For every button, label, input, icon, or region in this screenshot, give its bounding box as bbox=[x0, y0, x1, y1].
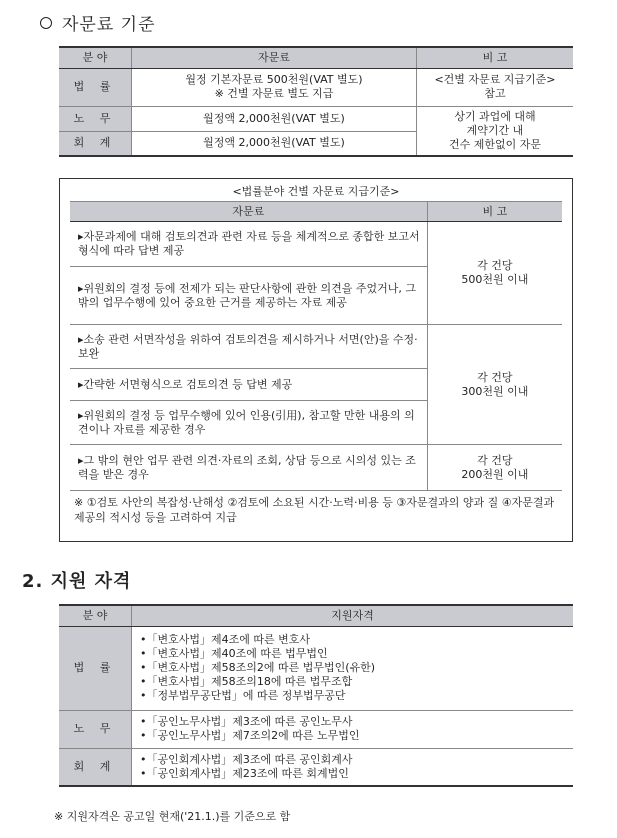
fee-line: 300천원 이내 bbox=[461, 384, 529, 398]
fee-cell bbox=[427, 445, 562, 491]
category-cell: 법 률 bbox=[59, 626, 132, 710]
eligibility-list bbox=[132, 710, 574, 748]
table-row bbox=[59, 106, 573, 131]
header-note: 비 고 bbox=[427, 202, 562, 222]
header-note: 비 고 bbox=[417, 47, 574, 68]
table-header-row bbox=[59, 47, 573, 68]
fee-line: 500천원 이내 bbox=[461, 273, 529, 286]
table-row bbox=[59, 710, 573, 748]
table-row bbox=[70, 222, 562, 267]
list-item: •「공인회계사법」제3조에 따른 공인회계사 bbox=[140, 752, 353, 766]
per-case-fee-box bbox=[59, 178, 573, 542]
table-row bbox=[59, 748, 573, 786]
fee-cell: 월정액 2,000천원(VAT 별도) bbox=[132, 106, 417, 131]
note-cell bbox=[417, 68, 574, 106]
fee-line: 월정 기본자문료 500천원(VAT 별도) bbox=[185, 73, 363, 86]
category-cell: 법 률 bbox=[59, 68, 132, 106]
criteria-cell: ▸소송 관련 서면작성을 위하여 검토의견을 제시하거나 서면(안)을 수정·보완 bbox=[70, 325, 427, 369]
note-line: 건수 제한없이 자문 bbox=[448, 137, 541, 151]
eligibility-table bbox=[59, 604, 573, 787]
fee-line: 각 건당 bbox=[477, 259, 513, 272]
list-item: •「변호사법」제58조의2에 따른 법무법인(유한) bbox=[140, 661, 376, 674]
circle-bullet-icon bbox=[40, 17, 52, 29]
criteria-cell: ▸위원회의 결정 등 업무수행에 있어 인용(引用), 참고할 만한 내용의 의견이나 자료를 제공한 경우 bbox=[70, 401, 427, 445]
eligibility-list bbox=[132, 748, 574, 786]
table-header-row bbox=[59, 605, 573, 626]
table-row bbox=[70, 445, 562, 491]
eligibility-list bbox=[132, 626, 574, 710]
section-title bbox=[40, 10, 156, 35]
note-line: <건별 자문료 지급기준> bbox=[434, 73, 556, 86]
note-line: 상기 과업에 대해 bbox=[454, 109, 536, 123]
fee-line: 200천원 이내 bbox=[461, 467, 529, 481]
criteria-cell: ▸간략한 서면형식으로 검토의견 등 답변 제공 bbox=[70, 369, 427, 401]
shared-note-cell bbox=[417, 106, 574, 156]
note-line: 계약기간 내 bbox=[466, 123, 524, 137]
list-item: •「정부법무공단법」에 따른 정부법무공단 bbox=[140, 689, 346, 702]
criteria-cell: ▸그 밖의 현안 업무 관련 의견·자료의 조회, 상담 등으로 시의성 있는 조력을 받은 경우 bbox=[70, 445, 427, 491]
list-item: •「변호사법」제58조의18에 따른 법무조합 bbox=[140, 675, 353, 688]
box-note: ※ ①검토 사안의 복잡성·난해성 ②검토에 소요된 시간·노력·비용 등 ③자문결과의 양과 질 ④자문결과 제공의 적시성 등을 고려하여 지급 bbox=[74, 496, 555, 524]
criteria-cell: ▸자문과제에 대해 검토의견과 관련 자료 등을 체계적으로 종합한 보고서 형식에 따라 답변 제공 bbox=[70, 222, 427, 267]
table-row bbox=[59, 68, 573, 106]
list-item: •「공인노무사법」제7조의2에 따른 노무법인 bbox=[140, 729, 360, 742]
header-eligibility: 지원자격 bbox=[132, 605, 574, 626]
fee-cell bbox=[427, 222, 562, 325]
list-item: •「공인회계사법」제23조에 따른 회계법인 bbox=[140, 766, 349, 780]
fee-cell bbox=[427, 325, 562, 445]
category-cell: 노 무 bbox=[59, 710, 132, 748]
box-title: <법률분야 건별 자문료 지급기준> bbox=[232, 185, 400, 198]
header-fee: 자문료 bbox=[70, 202, 427, 222]
fee-line: ※ 건별 자문료 별도 지급 bbox=[214, 87, 334, 100]
section-title: 2. 지원 자격 bbox=[22, 571, 132, 592]
section-title-text: 자문료 기준 bbox=[62, 15, 156, 35]
list-item: •「변호사법」제4조에 따른 변호사 bbox=[140, 633, 310, 646]
category-cell: 회 계 bbox=[59, 131, 132, 156]
header-fee: 자문료 bbox=[132, 47, 417, 68]
advisory-fee-table bbox=[59, 46, 573, 157]
table-row bbox=[59, 626, 573, 710]
fee-line: 각 건당 bbox=[477, 370, 513, 384]
list-item: •「공인노무사법」제3조에 따른 공인노무사 bbox=[140, 715, 353, 728]
note-line: 참고 bbox=[484, 87, 506, 100]
fee-line: 각 건당 bbox=[477, 453, 513, 467]
table-row bbox=[70, 325, 562, 369]
list-item: •「변호사법」제40조에 따른 법무법인 bbox=[140, 647, 328, 660]
header-field: 분 야 bbox=[59, 47, 132, 68]
category-cell: 노 무 bbox=[59, 106, 132, 131]
footnote: ※ 지원자격은 공고일 현재('21.1.)를 기준으로 함 bbox=[54, 810, 291, 823]
header-field: 분 야 bbox=[59, 605, 132, 626]
category-cell: 회 계 bbox=[59, 748, 132, 786]
fee-cell: 월정액 2,000천원(VAT 별도) bbox=[132, 131, 417, 156]
per-case-fee-table bbox=[70, 201, 562, 491]
criteria-cell: ▸위원회의 결정 등에 전제가 되는 판단사항에 관한 의견을 주었거나, 그 밖의 업무수행에 있어 중요한 근거를 제공하는 자료 제공 bbox=[70, 267, 427, 325]
table-header-row bbox=[70, 202, 562, 222]
fee-cell bbox=[132, 68, 417, 106]
